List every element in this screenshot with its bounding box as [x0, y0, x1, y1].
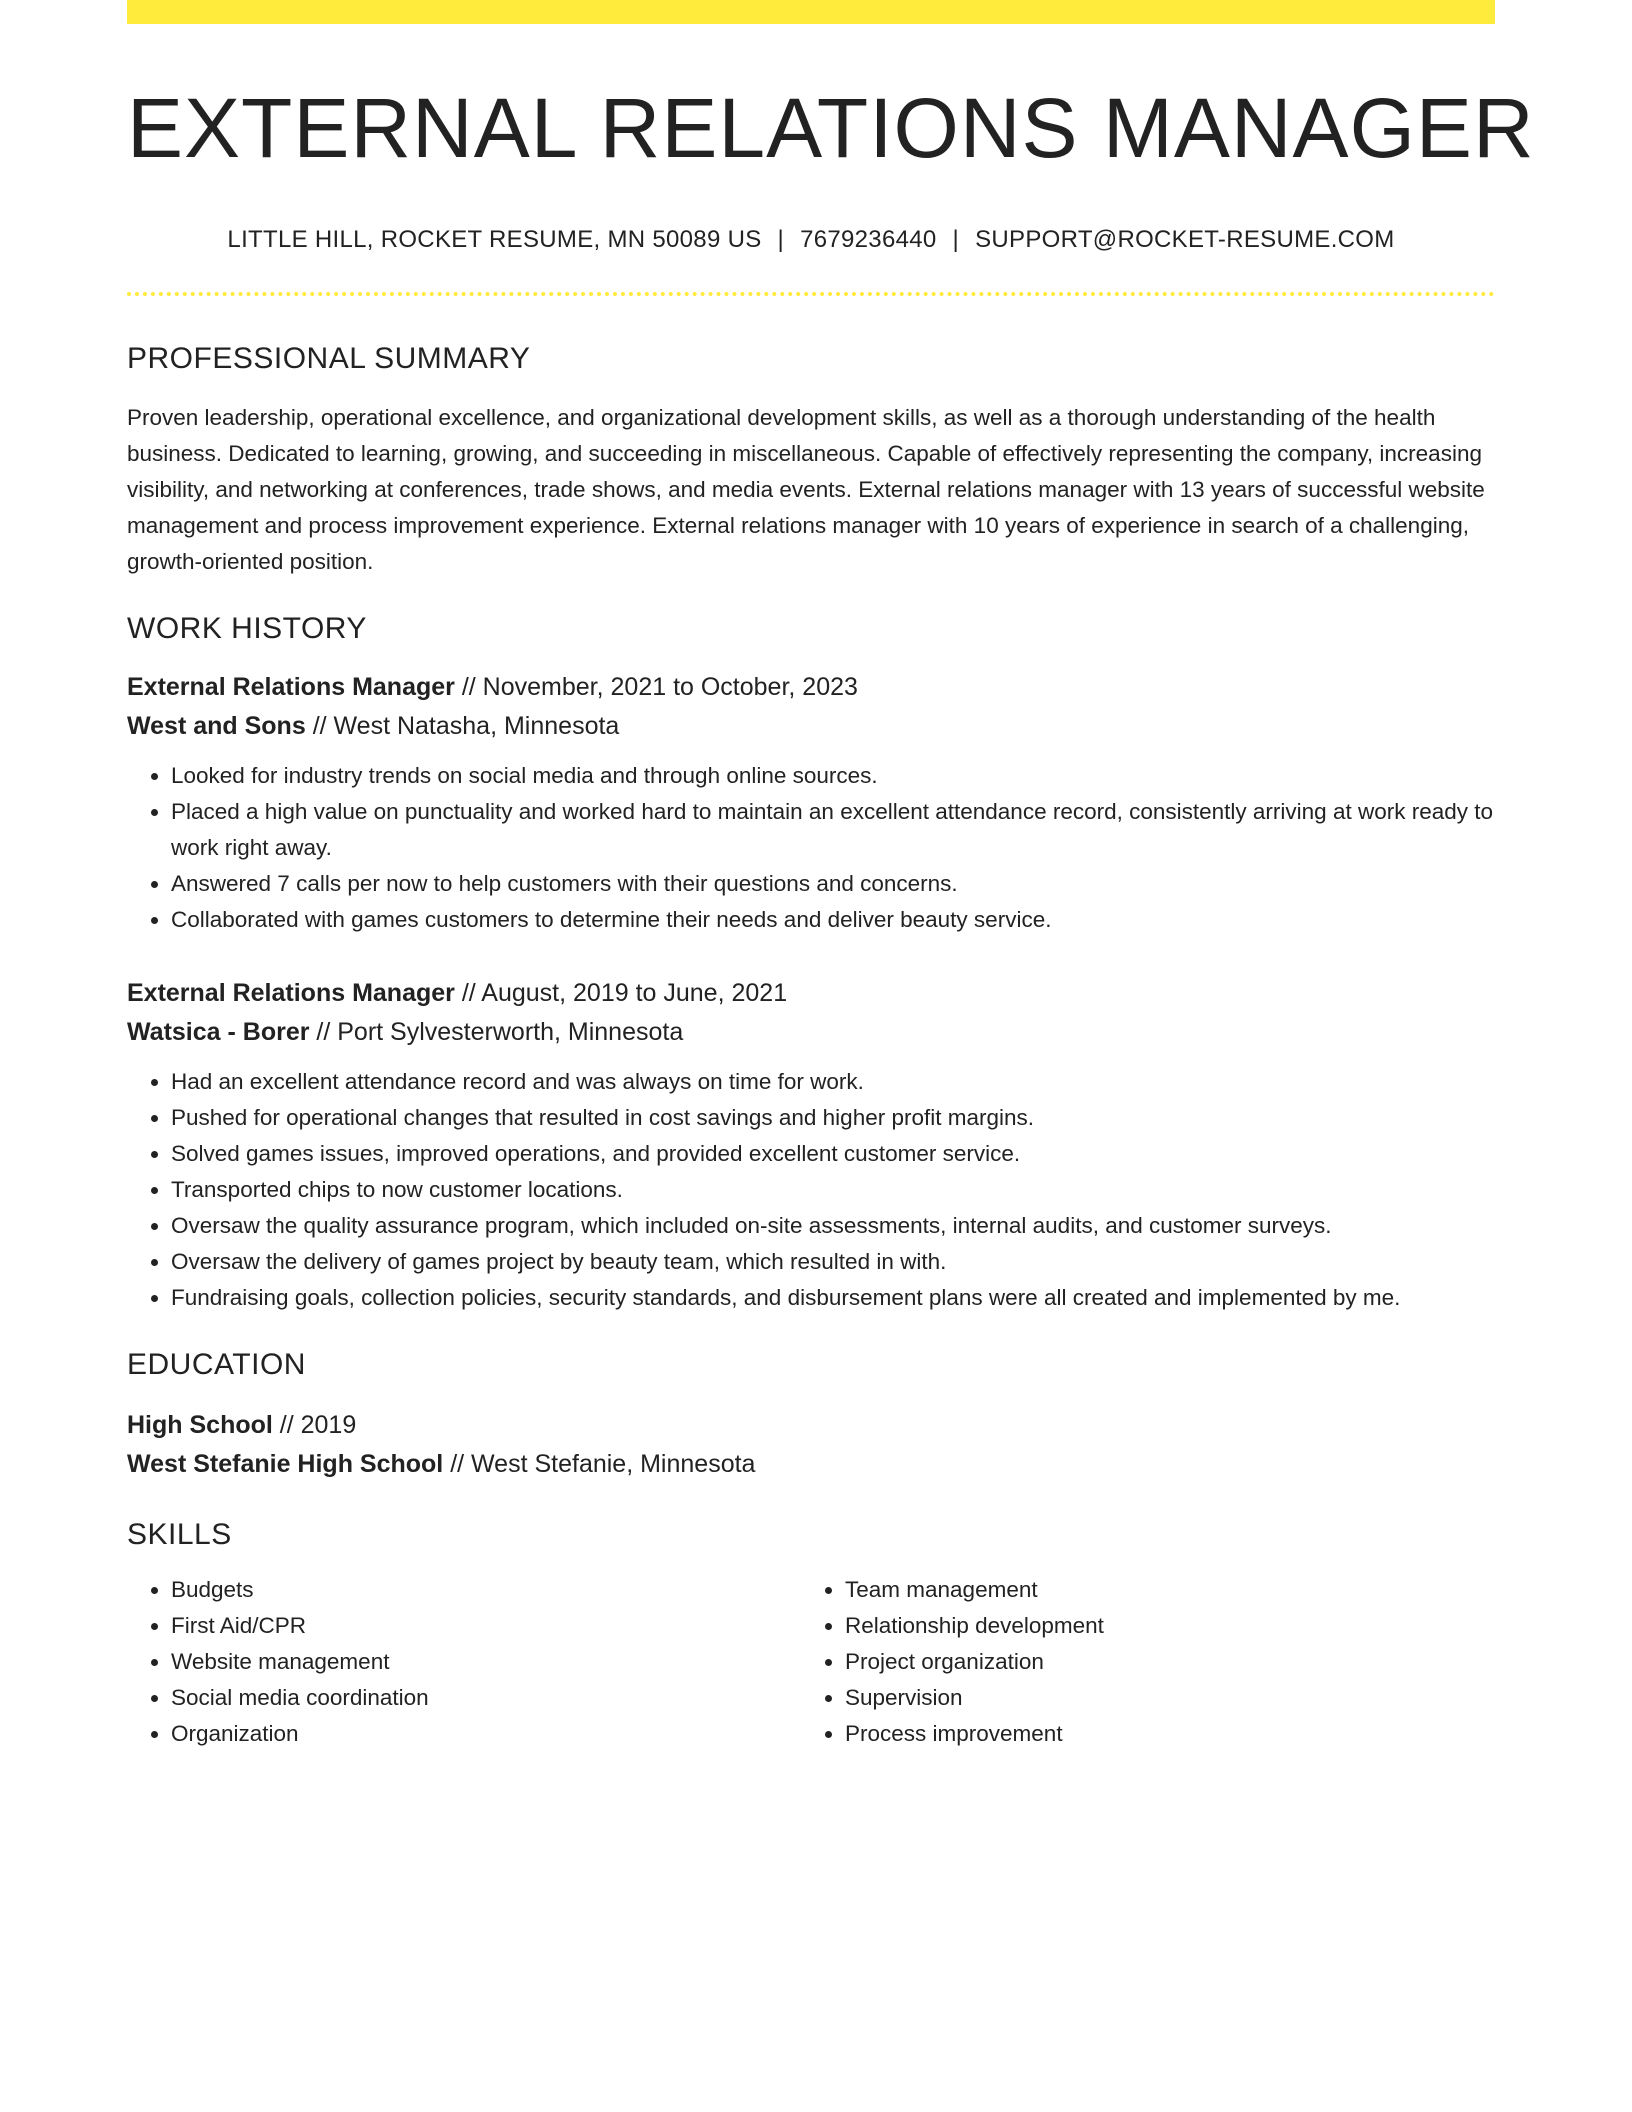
- job-company-line: [127, 707, 1495, 746]
- skill-item: • Organization: [171, 1716, 801, 1752]
- job-bullets: [127, 758, 1495, 938]
- job-role: External Relations Manager: [127, 673, 455, 702]
- skills-left-list: [127, 1572, 801, 1752]
- job-bullet: • Looked for industry trends on social media and through online sources.: [171, 758, 1495, 794]
- contact-address: LITTLE HILL, ROCKET RESUME, MN 50089 US: [227, 226, 762, 254]
- job-company: Watsica - Borer: [127, 1018, 310, 1047]
- job-bullet: • Transported chips to now customer locations.: [171, 1172, 1495, 1208]
- education-year: // 2019: [272, 1411, 357, 1440]
- education-heading: EDUCATION: [127, 1348, 306, 1382]
- skill-item: • Team management: [845, 1572, 1475, 1608]
- skill-item: • Relationship development: [845, 1608, 1475, 1644]
- skill-item: • Supervision: [845, 1680, 1475, 1716]
- skill-item: • Budgets: [171, 1572, 801, 1608]
- job-location: // Port Sylvesterworth, Minnesota: [309, 1018, 684, 1047]
- skill-item: • Social media coordination: [171, 1680, 801, 1716]
- contact-separator: |: [952, 226, 960, 254]
- contact-separator: |: [777, 226, 785, 254]
- skills-columns: [127, 1572, 1495, 1752]
- education-degree: High School: [127, 1411, 273, 1440]
- education-degree-line: [127, 1406, 1495, 1445]
- job-title-line: [127, 668, 1495, 707]
- job-bullet: • Placed a high value on punctuality and worked hard to maintain an excellent attendance record, consistently arriving at work ready to work right away.: [171, 794, 1495, 866]
- job-entry: [127, 974, 1495, 1316]
- job-location: // West Natasha, Minnesota: [305, 712, 620, 741]
- summary-text: Proven leadership, operational excellence, and organizational development skills, as well as a thorough understanding of the health business. Dedicated to learning, growing, and succeeding in miscellaneous. Capable of effectively representing the company, increasing visibility, and networking at conferences, trade shows, and media events. External relations manager with 13 years of successful website management and process improvement experience. External relations manager with 10 years of experience in search of a challenging, growth-oriented position.: [127, 405, 1485, 575]
- job-bullets: [127, 1064, 1495, 1316]
- skill-item: • Process improvement: [845, 1716, 1475, 1752]
- job-company-line: [127, 1013, 1495, 1052]
- education-location: // West Stefanie, Minnesota: [443, 1450, 756, 1479]
- job-bullet: • Pushed for operational changes that resulted in cost savings and higher profit margins.: [171, 1100, 1495, 1136]
- summary-heading: PROFESSIONAL SUMMARY: [127, 342, 531, 376]
- job-dates: // August, 2019 to June, 2021: [454, 979, 788, 1008]
- work-history-heading: WORK HISTORY: [127, 612, 367, 646]
- accent-top-bar: [127, 0, 1495, 24]
- job-bullet: • Solved games issues, improved operations, and provided excellent customer service.: [171, 1136, 1495, 1172]
- skills-heading: SKILLS: [127, 1518, 232, 1552]
- contact-email: SUPPORT@ROCKET-RESUME.COM: [975, 226, 1395, 254]
- skill-item: • First Aid/CPR: [171, 1608, 801, 1644]
- skill-item: • Project organization: [845, 1644, 1475, 1680]
- job-bullet: • Oversaw the delivery of games project by beauty team, which resulted in with.: [171, 1244, 1495, 1280]
- skill-item: • Website management: [171, 1644, 801, 1680]
- candidate-name: EXTERNAL RELATIONS MANAGER: [127, 81, 1535, 175]
- job-title-line: [127, 974, 1495, 1013]
- contact-phone: 7679236440: [800, 226, 937, 254]
- job-bullet: • Answered 7 calls per now to help customers with their questions and concerns.: [171, 866, 1495, 902]
- job-role: External Relations Manager: [127, 979, 455, 1008]
- job-bullet: • Collaborated with games customers to determine their needs and deliver beauty service.: [171, 902, 1495, 938]
- job-bullet: • Had an excellent attendance record and was always on time for work.: [171, 1064, 1495, 1100]
- job-entry: [127, 668, 1495, 938]
- education-school-line: [127, 1445, 1495, 1484]
- job-dates: // November, 2021 to October, 2023: [454, 673, 858, 702]
- job-company: West and Sons: [127, 712, 306, 741]
- job-bullet: • Fundraising goals, collection policies, security standards, and disbursement plans were all created and implemented by me.: [171, 1280, 1495, 1316]
- skills-right-list: [801, 1572, 1475, 1752]
- job-bullet: • Oversaw the quality assurance program, which included on-site assessments, internal audits, and customer surveys.: [171, 1208, 1495, 1244]
- education-school: West Stefanie High School: [127, 1450, 444, 1479]
- resume-page: [127, 0, 1535, 1752]
- dotted-divider: [127, 292, 1495, 296]
- contact-line: [127, 226, 1495, 254]
- education-entry: [127, 1406, 1495, 1484]
